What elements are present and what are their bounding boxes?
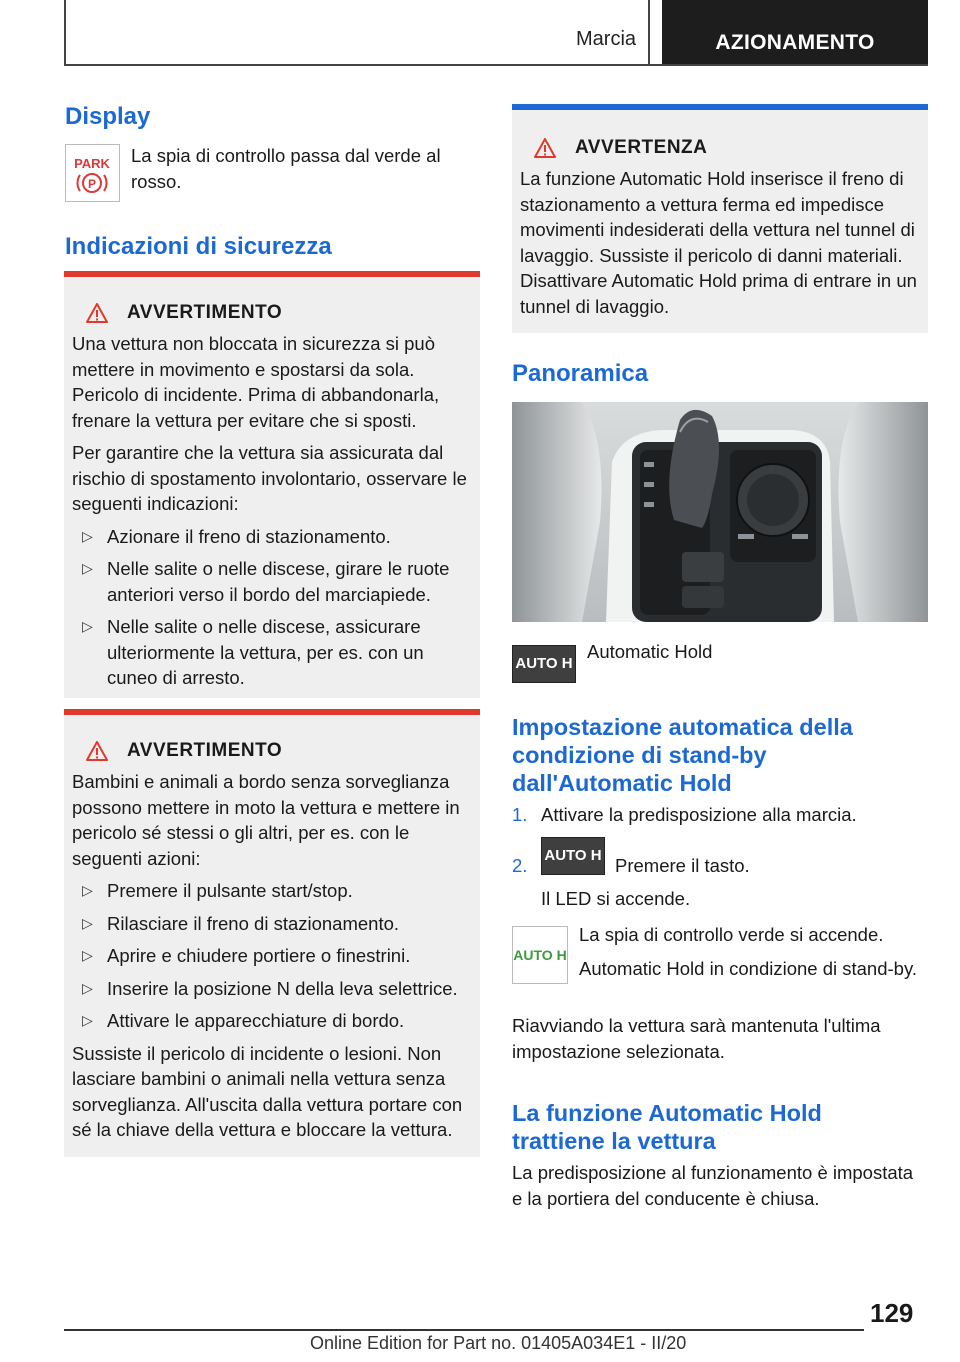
auto-h-indicator-icon: AUTO H xyxy=(512,926,568,984)
header-rule xyxy=(64,64,928,66)
list-item: ▷ Aprire e chiudere portiere o finestrini. xyxy=(82,945,411,966)
list-item: ▷ Nelle salite o nelle discese, girare le ruote anteriori verso il bordo del marciapiede. xyxy=(82,558,450,605)
notice-box-text: La funzione Automatic Hold inserisce il freno di stazionamento a vettura ferma ed impedisce movimenti indesiderati della vettura nel tunnel di lavaggio. Sussiste il pericolo di danni materiali. Disattivare Automatic Hold prima di entrare in un tunnel di lavaggio. xyxy=(520,168,917,317)
list-item: ▷ Nelle salite o nelle discese, assicurare ulteriormente la vettura, per es. con un cuneo di arresto. xyxy=(82,616,424,688)
safety-heading: Indicazioni di sicurezza xyxy=(65,233,332,260)
center-console-photo xyxy=(512,402,928,622)
warning-box-2-label: AVVERTIMENTO xyxy=(127,740,283,761)
overview-heading: Panoramica xyxy=(512,360,649,387)
led-text: Il LED si accende. xyxy=(541,888,691,909)
overview-caption: Automatic Hold xyxy=(587,641,713,662)
warning-box-1-title xyxy=(72,299,472,327)
footer-edition: Online Edition for Part no. 01405A034E1 - II/20 xyxy=(310,1333,687,1353)
warning-box-2-title xyxy=(72,737,472,765)
step-2-text: Premere il tasto. xyxy=(615,855,750,876)
indicator-text-2: Automatic Hold in condizione di stand-by. xyxy=(579,958,917,979)
notice-box-label: AVVERTENZA xyxy=(575,137,708,158)
footer-rule xyxy=(64,1329,864,1331)
header-chapter: AZIONAMENTO xyxy=(662,0,928,64)
page-number: 129 xyxy=(870,1298,914,1328)
notice-box-title xyxy=(520,134,920,162)
setting-heading: Impostazione automatica della condizione di stand-by dall'Automatic Hold xyxy=(512,714,853,796)
notice-box xyxy=(512,104,928,333)
step-1-number: 1. xyxy=(512,804,528,825)
svg-text:P: P xyxy=(87,177,97,191)
list-item: ▷ Inserire la posizione N della leva selettrice. xyxy=(82,977,458,999)
list-item: ▷ Attivare le apparecchiature di bordo. xyxy=(82,1010,405,1031)
list-item: ▷ Azionare il freno di stazionamento. xyxy=(82,525,391,547)
auto-h-button-icon: AUTO H xyxy=(512,645,576,683)
park-icon-text: PARK xyxy=(74,156,110,171)
warning-box-1-p1: Una vettura non bloccata in sicurezza si può mettere in movimento e spostarsi da sola. Pericolo di incidente. Prima di abbandonarla, frenare la vettura per evitare che si sposti. xyxy=(72,333,440,431)
list-item: ▷ Premere il pulsante start/stop. xyxy=(82,880,353,901)
warning-box-2-p1: Bambini e animali a bordo senza sorveglianza possono mettere in moto la vettura e mettere in pericolo sé stessi o gli altri, per es. con le seguenti azioni: xyxy=(72,771,460,869)
warning-box-2-list xyxy=(72,878,472,1034)
list-item: ▷ Rilasciare il freno di stazionamento. xyxy=(82,912,400,934)
warning-triangle-icon xyxy=(86,303,108,323)
display-heading: Display xyxy=(65,103,151,130)
warning-box-1 xyxy=(64,271,480,698)
warning-triangle-icon xyxy=(86,741,108,761)
hold-heading: La funzione Automatic Hold trattiene la vettura xyxy=(512,1100,822,1154)
header-section: Marcia xyxy=(576,28,637,50)
restart-text: Riavviando la vettura sarà mantenuta l'ultima impostazione selezionata. xyxy=(512,1015,881,1062)
indicator-text-1: La spia di controllo verde si accende. xyxy=(579,924,884,945)
display-text: La spia di controllo passa dal verde al rosso. xyxy=(131,145,441,192)
warning-box-1-label: AVVERTIMENTO xyxy=(127,302,283,323)
warning-box-2 xyxy=(64,709,480,1157)
warning-triangle-icon xyxy=(534,138,556,158)
warning-box-1-list xyxy=(72,524,472,691)
step-2-number: 2. xyxy=(512,855,528,876)
park-brake-icon xyxy=(65,144,120,202)
step-1-text: Attivare la predisposizione alla marcia. xyxy=(541,804,857,825)
header-left-rule xyxy=(64,0,66,66)
auto-h-button-icon: AUTO H xyxy=(541,837,605,875)
warning-box-2-p2: Sussiste il pericolo di incidente o lesioni. Non lasciare bambini o animali nella vettura senza sorveglianza. All'uscita dalla vettura portare con sé la chiave della vettura e bloccare la vettura. xyxy=(72,1042,463,1140)
header-mid-rule xyxy=(648,0,650,66)
warning-box-1-p2: Per garantire che la vettura sia assicurata dal rischio di spostamento involontario, osservare le seguenti indicazioni: xyxy=(72,442,467,514)
hold-text: La predisposizione al funzionamento è impostata e la portiera del conducente è chiusa. xyxy=(512,1162,914,1209)
